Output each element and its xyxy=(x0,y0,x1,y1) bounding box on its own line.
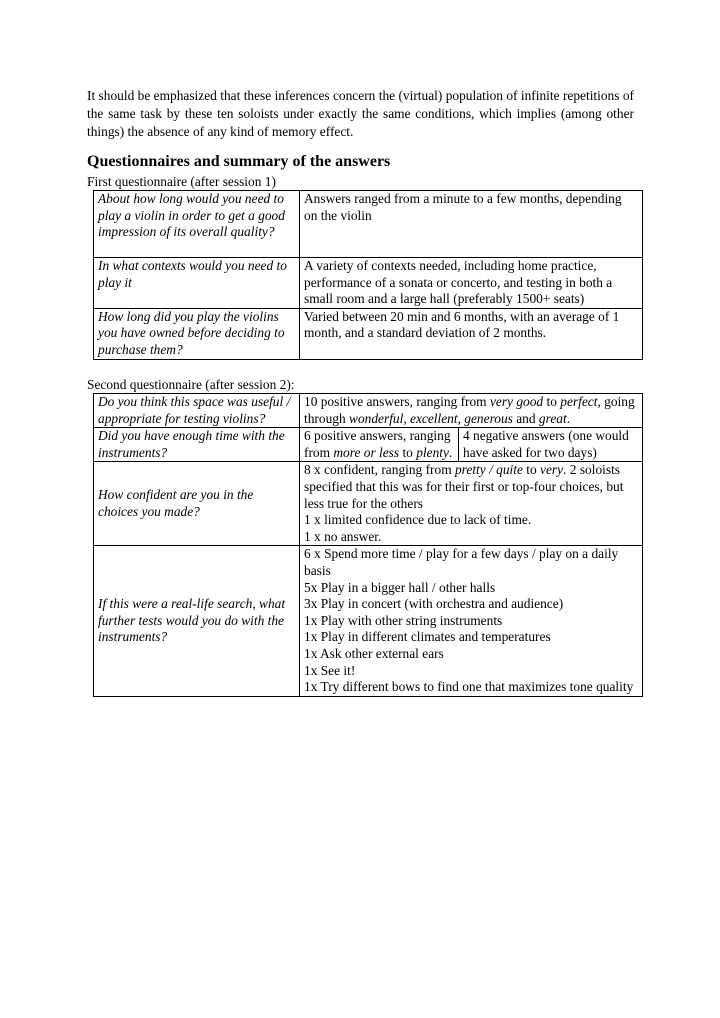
answer-line: 5x Play in a bigger hall / other halls xyxy=(304,579,496,595)
table-row xyxy=(94,308,643,359)
answer-cell-negative: 4 negative answers (one would have asked for two days) xyxy=(459,428,643,462)
answer-cell: Answers ranged from a minute to a few months, depending on the violin xyxy=(300,191,643,258)
question-cell: How long did you play the violins you have owned before deciding to purchase them? xyxy=(94,308,300,359)
question-cell: In what contexts would you need to play it xyxy=(94,258,300,309)
question-cell: Do you think this space was useful / appropriate for testing violins? xyxy=(94,394,300,428)
table-row xyxy=(94,258,643,309)
table-row xyxy=(94,462,643,546)
answer-cell-positive xyxy=(300,428,459,462)
answer-line: 1x Ask other external ears xyxy=(304,645,444,661)
answer-cell xyxy=(300,394,643,428)
answer-emphasis: plenty xyxy=(416,444,449,460)
answer-line: 3x Play in concert (with orchestra and audience) xyxy=(304,596,564,612)
answer-line xyxy=(304,462,638,512)
table-row xyxy=(94,394,643,428)
question-cell: If this were a real-life search, what further tests would you do with the instruments? xyxy=(94,546,300,696)
answer-cell: Varied between 20 min and 6 months, with an average of 1 month, and a standard deviation of 2 months. xyxy=(300,308,643,359)
section-heading: Questionnaires and summary of the answers xyxy=(87,153,391,170)
answer-line: 6 x Spend more time / play for a few days / play on a daily basis xyxy=(304,546,619,578)
answer-cell xyxy=(300,546,643,696)
answer-text: . 2 soloists specified that this was for their first or top-four choices, but less true for the others xyxy=(304,462,624,511)
answer-text: to xyxy=(543,394,561,409)
answer-emphasis: wonderful, excellent, generous xyxy=(349,410,513,426)
table-row xyxy=(94,546,643,696)
answer-text: to xyxy=(522,462,541,478)
answer-line: 1x See it! xyxy=(304,662,356,678)
answer-cell: A variety of contexts needed, including home practice, performance of a sonata or concerto, and testing in both a small room and a large hall (preferably 1500+ seats) xyxy=(300,258,643,309)
answer-emphasis: more or less xyxy=(333,444,400,460)
first-questionnaire-caption: First questionnaire (after session 1) xyxy=(87,174,276,189)
question-cell: How confident are you in the choices you made? xyxy=(94,462,300,546)
answer-cell xyxy=(300,462,643,546)
answer-text: , going through xyxy=(304,394,635,426)
answer-text: 8 x confident, ranging from xyxy=(304,462,455,478)
answer-emphasis: great xyxy=(538,410,567,426)
answer-line: 1 x limited confidence due to lack of time. xyxy=(304,512,532,528)
answer-text: . xyxy=(448,444,453,460)
answer-emphasis: very xyxy=(540,462,564,478)
question-cell: Did you have enough time with the instruments? xyxy=(94,428,300,462)
answer-emphasis: very good xyxy=(489,394,544,409)
table-row xyxy=(94,428,643,462)
answer-emphasis: pretty / quite xyxy=(454,462,523,478)
answer-line: 1x Play with other string instruments xyxy=(304,612,503,628)
intro-paragraph: It should be emphasized that these inferences concern the (virtual) population of infinite repetitions of the same task by these ten soloists under exactly the same conditions, which implies (among other things) the absence of any kind of memory effect. xyxy=(87,88,634,139)
answer-text: and xyxy=(512,410,539,426)
second-questionnaire-caption: Second questionnaire (after session 2): xyxy=(87,377,295,392)
first-questionnaire-table xyxy=(93,190,643,360)
question-cell: About how long would you need to play a violin in order to get a good impression of its overall quality? xyxy=(94,191,300,258)
answer-text: . xyxy=(566,410,571,426)
answer-emphasis: perfect xyxy=(560,394,598,409)
answer-line: 1x Try different bows to find one that maximizes tone quality xyxy=(304,679,634,695)
second-questionnaire-table xyxy=(93,393,643,697)
answer-text: to xyxy=(399,444,417,460)
answer-line: 1 x no answer. xyxy=(304,528,382,544)
table-row xyxy=(94,191,643,258)
answer-line: 1x Play in different climates and temperatures xyxy=(304,629,551,645)
answer-text: 10 positive answers, ranging from xyxy=(304,394,490,409)
answer-text: 6 positive answers, ranging from xyxy=(304,428,451,460)
